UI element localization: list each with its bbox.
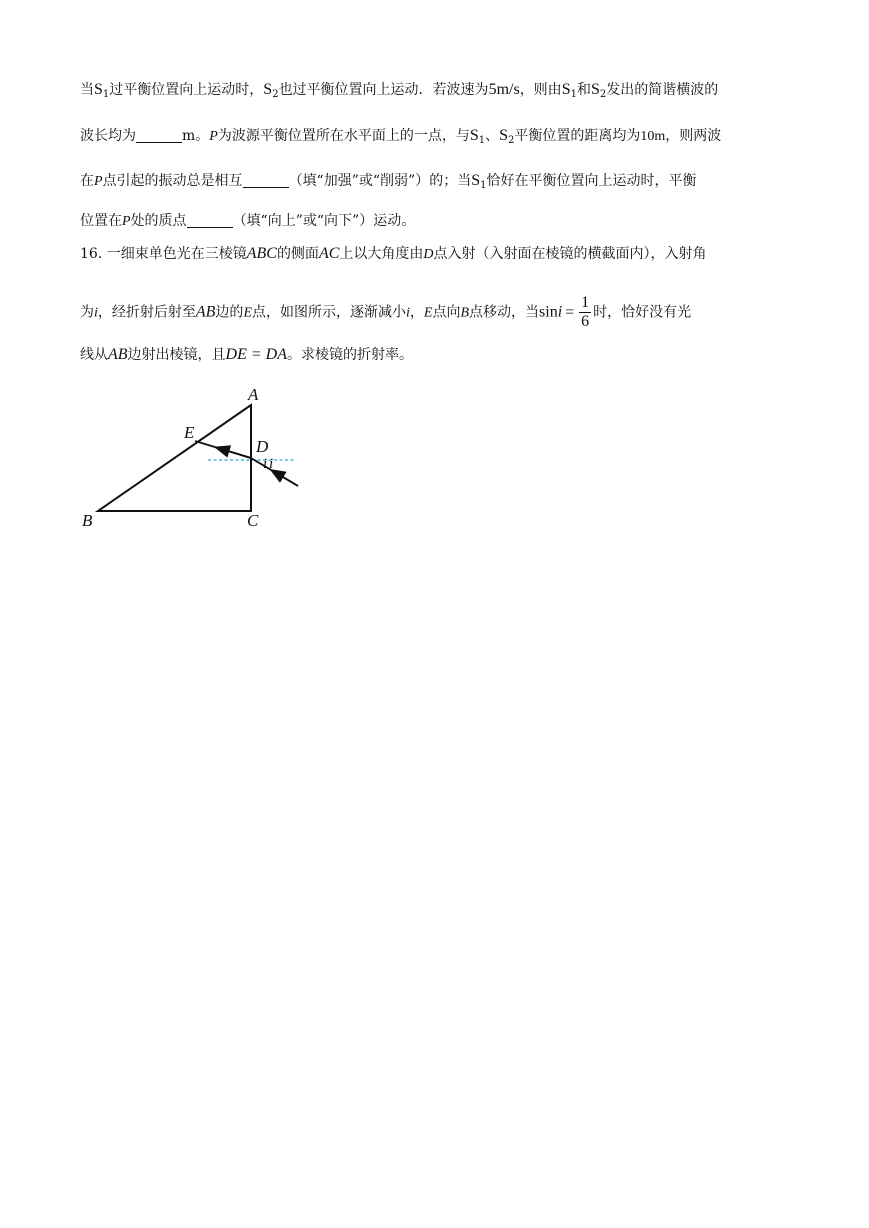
answer-blank[interactable]: [136, 128, 182, 143]
point-p: P: [94, 174, 103, 189]
text: 和: [576, 82, 591, 98]
text: 为: [80, 304, 94, 321]
text: 平衡位置的距离均为: [514, 128, 641, 144]
text: 边的: [215, 304, 244, 321]
angle-i: i: [94, 305, 98, 321]
text: 在: [80, 173, 94, 189]
point-d: D: [423, 247, 434, 262]
wave-speed: 5m/s: [488, 81, 520, 98]
angle-i: i: [406, 305, 410, 321]
s1-symbol: S: [469, 127, 479, 144]
text: 处的质点: [130, 213, 187, 229]
q15-line-4: [80, 211, 415, 232]
equals-sign: =: [565, 303, 575, 321]
point-e: E: [423, 305, 433, 321]
text: 点引起的振动总是相互: [102, 173, 243, 189]
text: 上以大角度由: [339, 246, 424, 262]
equation-de-da: DE = DA: [225, 346, 287, 363]
text: 点，如图所示，逐渐减小: [252, 304, 406, 321]
text: ，则由: [519, 82, 562, 98]
text: （填“加强”或“削弱”）的；当: [288, 173, 472, 189]
text: 当: [80, 82, 94, 98]
text: 的侧面: [276, 246, 319, 262]
label-c: C: [247, 511, 259, 530]
label-b: B: [82, 511, 93, 530]
side-ab: AB: [195, 303, 216, 321]
prism-diagram: [70, 378, 320, 538]
text: ，: [409, 304, 424, 321]
answer-blank[interactable]: [187, 213, 233, 228]
point-e: E: [243, 305, 252, 321]
s2-symbol: S: [263, 81, 273, 98]
refracted-ray-arrow: [220, 449, 251, 458]
q15-line-3: [80, 171, 696, 192]
text: 发出的简谐横波的: [606, 82, 719, 98]
s1-symbol: S: [561, 81, 571, 98]
subscript: 1: [570, 89, 577, 100]
label-d: D: [256, 437, 269, 456]
label-angle-i-2: i: [269, 456, 274, 472]
prism-triangle: [98, 405, 251, 511]
text: 点向: [432, 304, 461, 321]
s1-symbol: S: [94, 81, 103, 98]
q16-line-1: [80, 244, 707, 265]
label-e: E: [184, 423, 195, 442]
prism-abc: ABC: [246, 245, 277, 262]
text: ，则两波: [665, 128, 722, 144]
text: 边射出棱镜，且: [127, 347, 226, 363]
text: 波长均为: [80, 128, 136, 144]
subscript: 2: [508, 135, 515, 146]
q16-line-2: [80, 294, 691, 331]
fraction: [579, 294, 591, 331]
text: 点移动，当: [469, 304, 540, 321]
text: （填“向上”或“向下”）运动。: [232, 213, 416, 229]
side-ab: AB: [108, 346, 128, 363]
s2-symbol: S: [590, 81, 600, 98]
q15-line-2: [80, 126, 721, 147]
point-p: P: [209, 129, 218, 144]
text: 、: [485, 128, 500, 144]
text: 为波源平衡位置所在水平面上的一点，与: [217, 128, 470, 144]
text: 线从: [80, 347, 108, 363]
side-ac: AC: [318, 245, 340, 262]
text: 时，恰好没有光: [593, 304, 692, 321]
answer-blank[interactable]: [243, 173, 289, 188]
text: 一细束单色光在三棱镜: [106, 246, 247, 262]
subscript: 2: [599, 89, 607, 100]
subscript: 1: [478, 135, 486, 146]
q16-line-3: [80, 345, 413, 365]
sin-function: sin: [539, 303, 558, 321]
fraction-denominator: 6: [581, 313, 590, 330]
subscript: 1: [480, 180, 487, 191]
s1-symbol: S: [471, 172, 481, 189]
text: 。求棱镜的折射率。: [287, 347, 413, 363]
text: m。: [182, 128, 210, 144]
label-a: A: [248, 385, 259, 404]
text: ，经折射后射至: [97, 304, 196, 321]
s2-symbol: S: [499, 127, 509, 144]
point-b: B: [460, 305, 470, 321]
subscript: 2: [272, 89, 279, 100]
incident-ray-arrow: [275, 472, 298, 486]
subscript: 1: [102, 89, 110, 100]
point-p: P: [122, 214, 131, 229]
distance: 10m: [640, 129, 666, 144]
q15-line-1: [80, 80, 718, 100]
text: 恰好在平衡位置向上运动时，平衡: [486, 173, 697, 189]
text: 位置在: [80, 213, 122, 229]
angle-i: i: [557, 303, 563, 321]
text: 点入射（入射面在棱镜的横截面内），入射角: [433, 246, 707, 262]
text: 也过平衡位置向上运动．若波速为: [278, 82, 489, 98]
fraction-numerator: 1: [581, 294, 590, 311]
question-number: 16.: [80, 246, 103, 262]
label-angle-i-1: i: [263, 456, 268, 472]
text: 过平衡位置向上运动时，: [109, 82, 264, 98]
